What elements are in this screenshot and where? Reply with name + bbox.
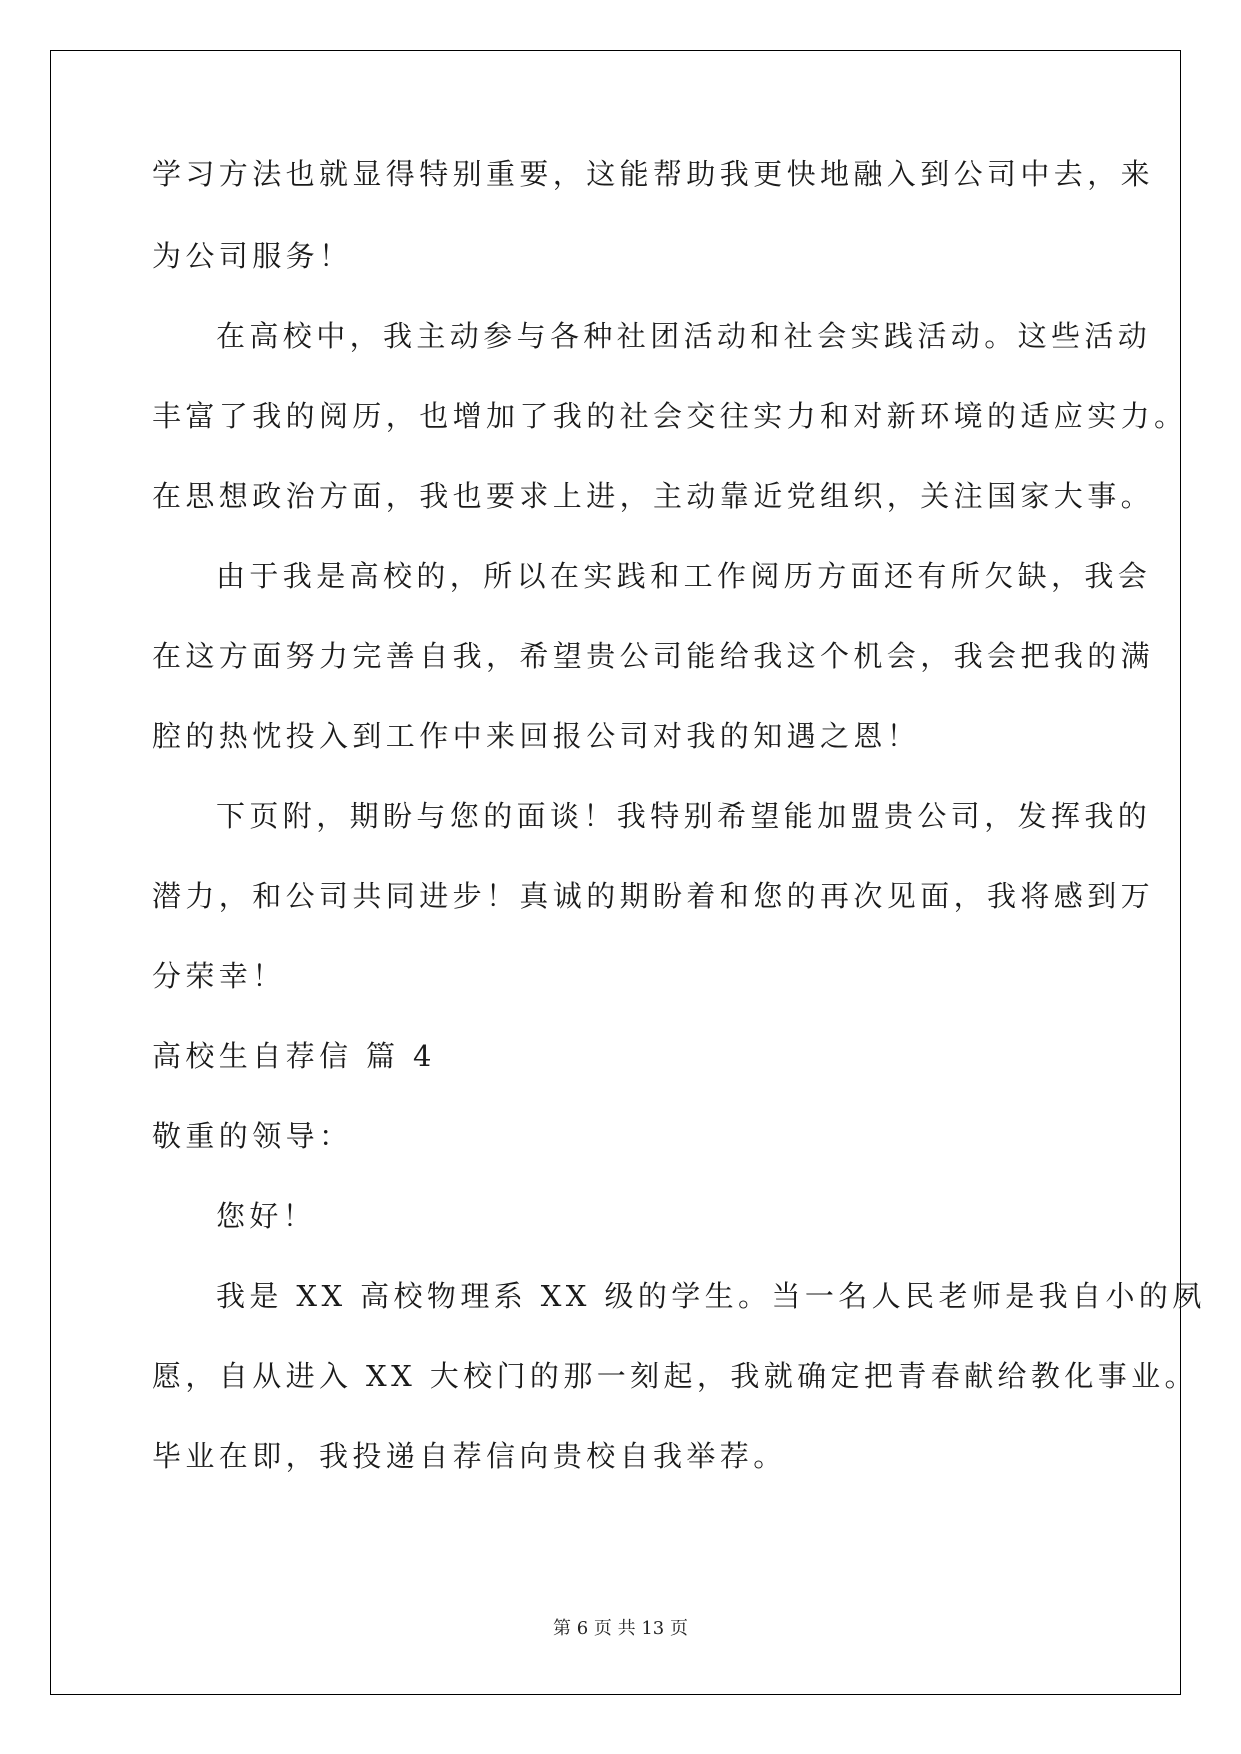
paragraph-line: 我是 XX 高校物理系 XX 级的学生。当一名人民老师是我自小的夙 [216, 1279, 1206, 1313]
paragraph-line: 学习方法也就显得特别重要，这能帮助我更快地融入到公司中去，来 [152, 157, 1155, 191]
paragraph-line: 在高校中，我主动参与各种社团活动和社会实践活动。这些活动 [216, 319, 1152, 353]
paragraph-line: 愿，自从进入 XX 大校门的那一刻起，我就确定把青春献给教化事业。 [152, 1359, 1198, 1393]
paragraph-line: 在思想政治方面，我也要求上进，主动靠近党组织，关注国家大事。 [152, 479, 1155, 513]
salutation: 敬重的领导： [152, 1119, 353, 1153]
paragraph-line: 由于我是高校的，所以在实践和工作阅历方面还有所欠缺，我会 [216, 559, 1152, 593]
paragraph-line: 毕业在即，我投递自荐信向贵校自我举荐。 [152, 1439, 787, 1473]
paragraph-line: 腔的热忱投入到工作中来回报公司对我的知遇之恩！ [152, 719, 921, 753]
paragraph-line: 分荣幸！ [152, 959, 286, 993]
page-number-footer: 第 6 页 共 13 页 [553, 1618, 688, 1639]
paragraph-line: 为公司服务！ [152, 239, 353, 273]
paragraph-line: 下页附，期盼与您的面谈！我特别希望能加盟贵公司，发挥我的 [216, 799, 1152, 833]
paragraph-line: 潜力，和公司共同进步！真诚的期盼着和您的再次见面，我将感到万 [152, 879, 1155, 913]
paragraph-line: 在这方面努力完善自我，希望贵公司能给我这个机会，我会把我的满 [152, 639, 1155, 673]
greeting: 您好！ [216, 1199, 317, 1233]
section-heading: 高校生自荐信 篇 4 [152, 1039, 436, 1073]
paragraph-line: 丰富了我的阅历，也增加了我的社会交往实力和对新环境的适应实力。 [152, 399, 1188, 433]
